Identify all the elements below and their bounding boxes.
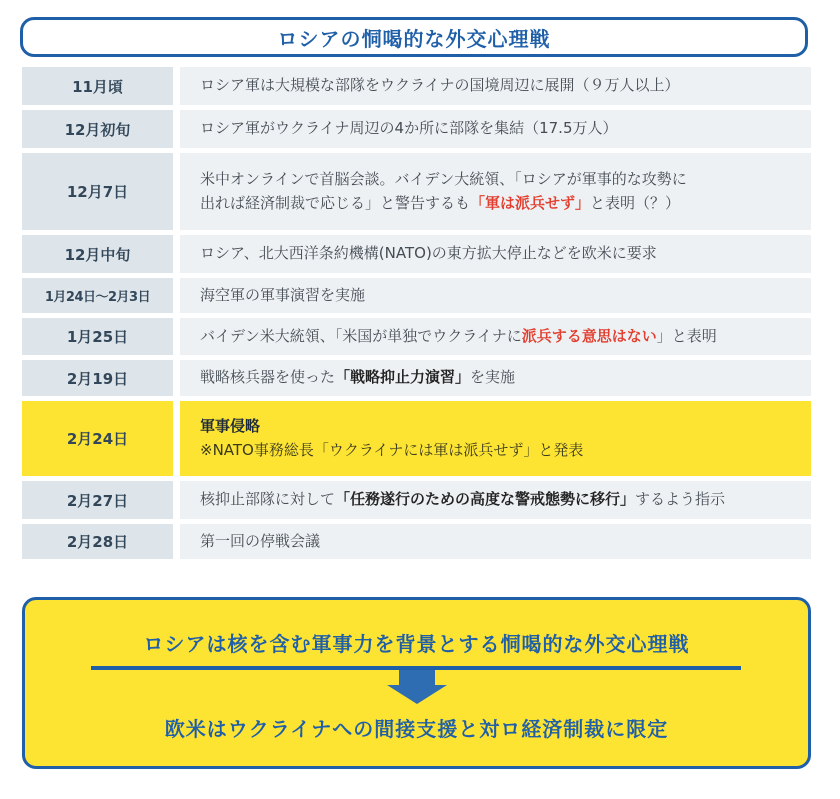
event-text: ※NATO事務総長「ウクライナには軍は派兵せず」と発表 <box>200 440 584 459</box>
timeline-date: 11月頃 <box>22 67 173 105</box>
event-text: 」と表明 <box>656 326 717 345</box>
timeline-date: 2月19日 <box>22 360 173 396</box>
event-text: を実施 <box>470 368 516 387</box>
timeline-date: 2月28日 <box>22 524 173 559</box>
timeline-row <box>22 153 811 230</box>
event-text: ロシア軍がウクライナ周辺の4か所に部隊を集結（17.5万人） <box>200 119 618 138</box>
timeline-event <box>180 481 811 519</box>
event-text: するよう指示 <box>635 490 726 509</box>
event-text: バイデン米大統領、「米国が単独でウクライナに <box>200 326 522 345</box>
timeline-row <box>22 67 811 105</box>
page-title: ロシアの恫喝的な外交心理戦 <box>20 17 808 57</box>
summary-box <box>22 597 811 769</box>
timeline-row <box>22 278 811 313</box>
event-text: 海空軍の軍事演習を実施 <box>200 285 366 304</box>
timeline-row <box>22 110 811 148</box>
event-text: 出れば経済制裁で応じる」と警告するも <box>200 193 471 212</box>
summary-line-1: ロシアは核を含む軍事力を背景とする恫喝的な外交心理戦 <box>143 632 690 656</box>
event-text: 核抑止部隊に対して <box>200 490 336 509</box>
event-text: 米中オンラインで首脳会談。バイデン大統領、「ロシアが軍事的な攻勢に <box>200 170 687 189</box>
event-text: ロシア軍は大規模な部隊をウクライナの国境周辺に展開（９万人以上） <box>200 76 680 95</box>
timeline-event <box>180 153 811 230</box>
timeline-event <box>180 318 811 355</box>
timeline-date: 2月24日 <box>22 401 173 476</box>
timeline-row-highlight <box>22 401 811 476</box>
timeline-row <box>22 481 811 519</box>
timeline-event <box>180 235 811 273</box>
summary-line-2: 欧米はウクライナへの間接支援と対ロ経済制裁に限定 <box>164 717 669 741</box>
emphasis-text: 派兵する意思はない <box>521 326 657 345</box>
emphasis-text: 「戦略抑止力演習」 <box>335 368 471 387</box>
timeline-event <box>180 360 811 396</box>
emphasis-text: 「軍は派兵せず」 <box>470 193 591 212</box>
timeline-event <box>180 401 811 476</box>
timeline-date: 1月25日 <box>22 318 173 355</box>
emphasis-text: 「任務遂行のための高度な警戒態勢に移行」 <box>335 490 636 509</box>
timeline-row <box>22 524 811 559</box>
timeline-date: 12月初旬 <box>22 110 173 148</box>
event-text: ロシア、北大西洋条約機構(NATO)の東方拡大停止などを欧米に要求 <box>200 244 657 263</box>
timeline-row <box>22 235 811 273</box>
event-heading: 軍事侵略 <box>200 417 261 436</box>
timeline-event <box>180 110 811 148</box>
event-text: 第一回の停戦会議 <box>200 531 321 550</box>
timeline-date: 2月27日 <box>22 481 173 519</box>
timeline-row <box>22 360 811 396</box>
timeline-event <box>180 278 811 313</box>
timeline-event <box>180 524 811 559</box>
timeline-date: 12月7日 <box>22 153 173 230</box>
timeline-table <box>22 67 811 564</box>
timeline-date: 12月中旬 <box>22 235 173 273</box>
timeline-date: 1月24日〜2月3日 <box>22 278 173 313</box>
timeline-event <box>180 67 811 105</box>
timeline-row <box>22 318 811 355</box>
event-text: 戦略核兵器を使った <box>200 368 336 387</box>
event-text: と表明（？） <box>590 193 681 212</box>
